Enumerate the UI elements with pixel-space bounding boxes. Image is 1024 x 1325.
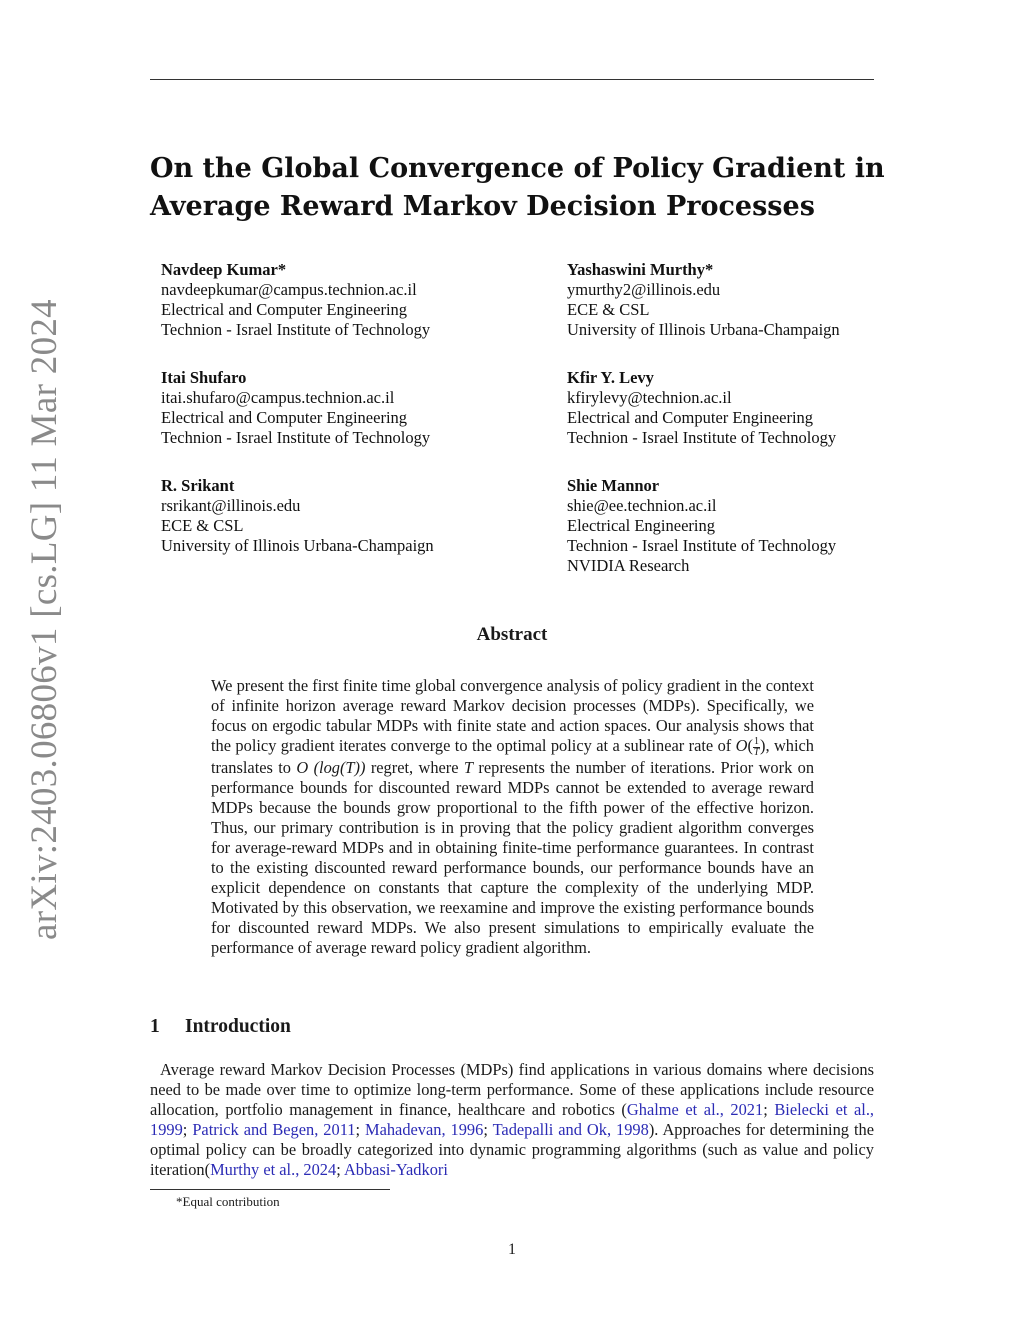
author-email: rsrikant@illinois.edu (161, 496, 301, 515)
author-affiliation: Technion - Israel Institute of Technology (567, 536, 837, 555)
citation-link[interactable]: Mahadevan, 1996 (365, 1120, 484, 1139)
regret-expression: O (log(T)) (296, 757, 366, 777)
author-email: ymurthy2@illinois.edu (567, 280, 721, 299)
intro-paragraph (150, 1060, 874, 1180)
author-email: itai.shufaro@campus.technion.ac.il (161, 388, 395, 407)
page-number: 1 (508, 1241, 516, 1258)
paren-open: ( (747, 736, 753, 755)
fraction-denominator: T (753, 746, 760, 758)
author-affiliation: Electrical Engineering (567, 516, 715, 535)
author-affiliation: University of Illinois Urbana-Champaign (567, 320, 840, 339)
author-affiliation: Technion - Israel Institute of Technology (567, 428, 837, 447)
abstract-text: represents the number of iterations. Prior work on performance bounds for discounted reward MDPs cannot be extended to average reward MDPs because the bounds grow proportional to the fifth power of the effective horizon. Thus, our primary contribution is in proving that the policy gradient algorithm converges for average-reward MDPs and in obtaining finite-time performance guarantees. In contrast to the existing discounted reward performance bounds, our performance bounds have an explicit dependence on constants that capture the complexity of the underlying MDP. Motivated by this observation, we reexamine and improve the existing performance bounds for discounted reward MDPs. We also present simulations to empirically evaluate the performance of average reward policy gradient algorithm. (211, 757, 815, 957)
author-affiliation: Electrical and Computer Engineering (567, 408, 814, 427)
title-line-2: Average Reward Markov Decision Processes (150, 191, 815, 222)
cite-sep: ; (182, 1120, 193, 1139)
cite-sep: ; (763, 1100, 775, 1119)
author-block-4 (567, 368, 836, 448)
author-block-1 (161, 260, 430, 340)
cite-sep: ; (336, 1160, 344, 1179)
citation-link[interactable]: Patrick and Begen, 2011 (192, 1120, 356, 1139)
abstract-body (211, 676, 814, 958)
author-affiliation: ECE & CSL (567, 300, 650, 319)
author-affiliation: University of Illinois Urbana-Champaign (161, 536, 434, 555)
footnote-rule (150, 1189, 390, 1190)
author-affiliation: Electrical and Computer Engineering (161, 300, 408, 319)
section-heading (150, 1016, 291, 1038)
citation-link[interactable]: Tadepalli and Ok, 1998 (492, 1120, 649, 1139)
fraction-numerator: 1 (753, 735, 759, 747)
intro-text: ). Approaches for determining the optimal policy can be broadly categorized into dynamic programming algorithms (such as value and policy iteration( (150, 1120, 874, 1179)
author-name: Navdeep Kumar* (161, 260, 287, 279)
author-block-3 (161, 368, 430, 448)
author-email: kfirylevy@technion.ac.il (567, 388, 732, 407)
intro-text: Average reward Markov Decision Processes (MDPs) find applications in various domains where decisions need to be made over time to optimize long-term performance. Some of these applications include resource allocation, portfolio management in finance, healthcare and robotics ( (150, 1060, 874, 1119)
fraction-one-over-t (753, 737, 760, 758)
author-block-2 (567, 260, 840, 340)
author-affiliation: Electrical and Computer Engineering (161, 408, 408, 427)
author-affiliation: Technion - Israel Institute of Technology (161, 428, 431, 447)
author-block-6 (567, 476, 836, 576)
citation-link[interactable]: Abbasi-Yadkori (343, 1160, 448, 1179)
author-name: Shie Mannor (567, 476, 660, 495)
author-affiliation: NVIDIA Research (567, 556, 690, 575)
author-affiliation: Technion - Israel Institute of Technology (161, 320, 431, 339)
variable-t: T (463, 757, 474, 777)
paren-close: ) (759, 736, 766, 755)
author-email: navdeepkumar@campus.technion.ac.il (161, 280, 417, 299)
section-title: Introduction (185, 1016, 291, 1037)
abstract-text: regret, where (365, 757, 464, 777)
footnote: *Equal contribution (176, 1194, 280, 1209)
author-affiliation: ECE & CSL (161, 516, 244, 535)
citation-link[interactable]: Bielecki et al., 1999 (150, 1100, 875, 1139)
cite-sep: ; (483, 1120, 493, 1139)
paper-title (150, 150, 890, 226)
cite-sep: ; (355, 1120, 366, 1139)
citation-link[interactable]: Ghalme et al., 2021 (626, 1100, 764, 1119)
author-name: Yashaswini Murthy* (567, 260, 714, 279)
author-name: R. Srikant (161, 476, 235, 495)
title-line-1: On the Global Convergence of Policy Gradient in (150, 153, 885, 184)
author-name: Itai Shufaro (161, 368, 247, 387)
abstract-heading: Abstract (476, 624, 548, 645)
big-o-symbol: O (735, 736, 748, 755)
arxiv-identifier: arXiv:2403.06806v1 [cs.LG] 11 Mar 2024 (24, 299, 65, 940)
author-email: shie@ee.technion.ac.il (567, 496, 717, 515)
abstract-text: We present the first finite time global convergence analysis of policy gradient in the context of infinite horizon average reward Markov decision processes (MDPs). Specifically, we focus on ergodic tabular MDPs with finite state and action spaces. Our analysis shows that the policy gradient iterates converge to the optimal policy at a sublinear rate of (211, 676, 814, 755)
abstract-text: , which translates to (211, 736, 814, 777)
author-block-5 (161, 476, 434, 556)
author-name: Kfir Y. Levy (567, 368, 654, 387)
citation-link[interactable]: Murthy et al., 2024 (210, 1160, 337, 1179)
section-number: 1 (150, 1016, 160, 1037)
top-rule (150, 79, 874, 80)
